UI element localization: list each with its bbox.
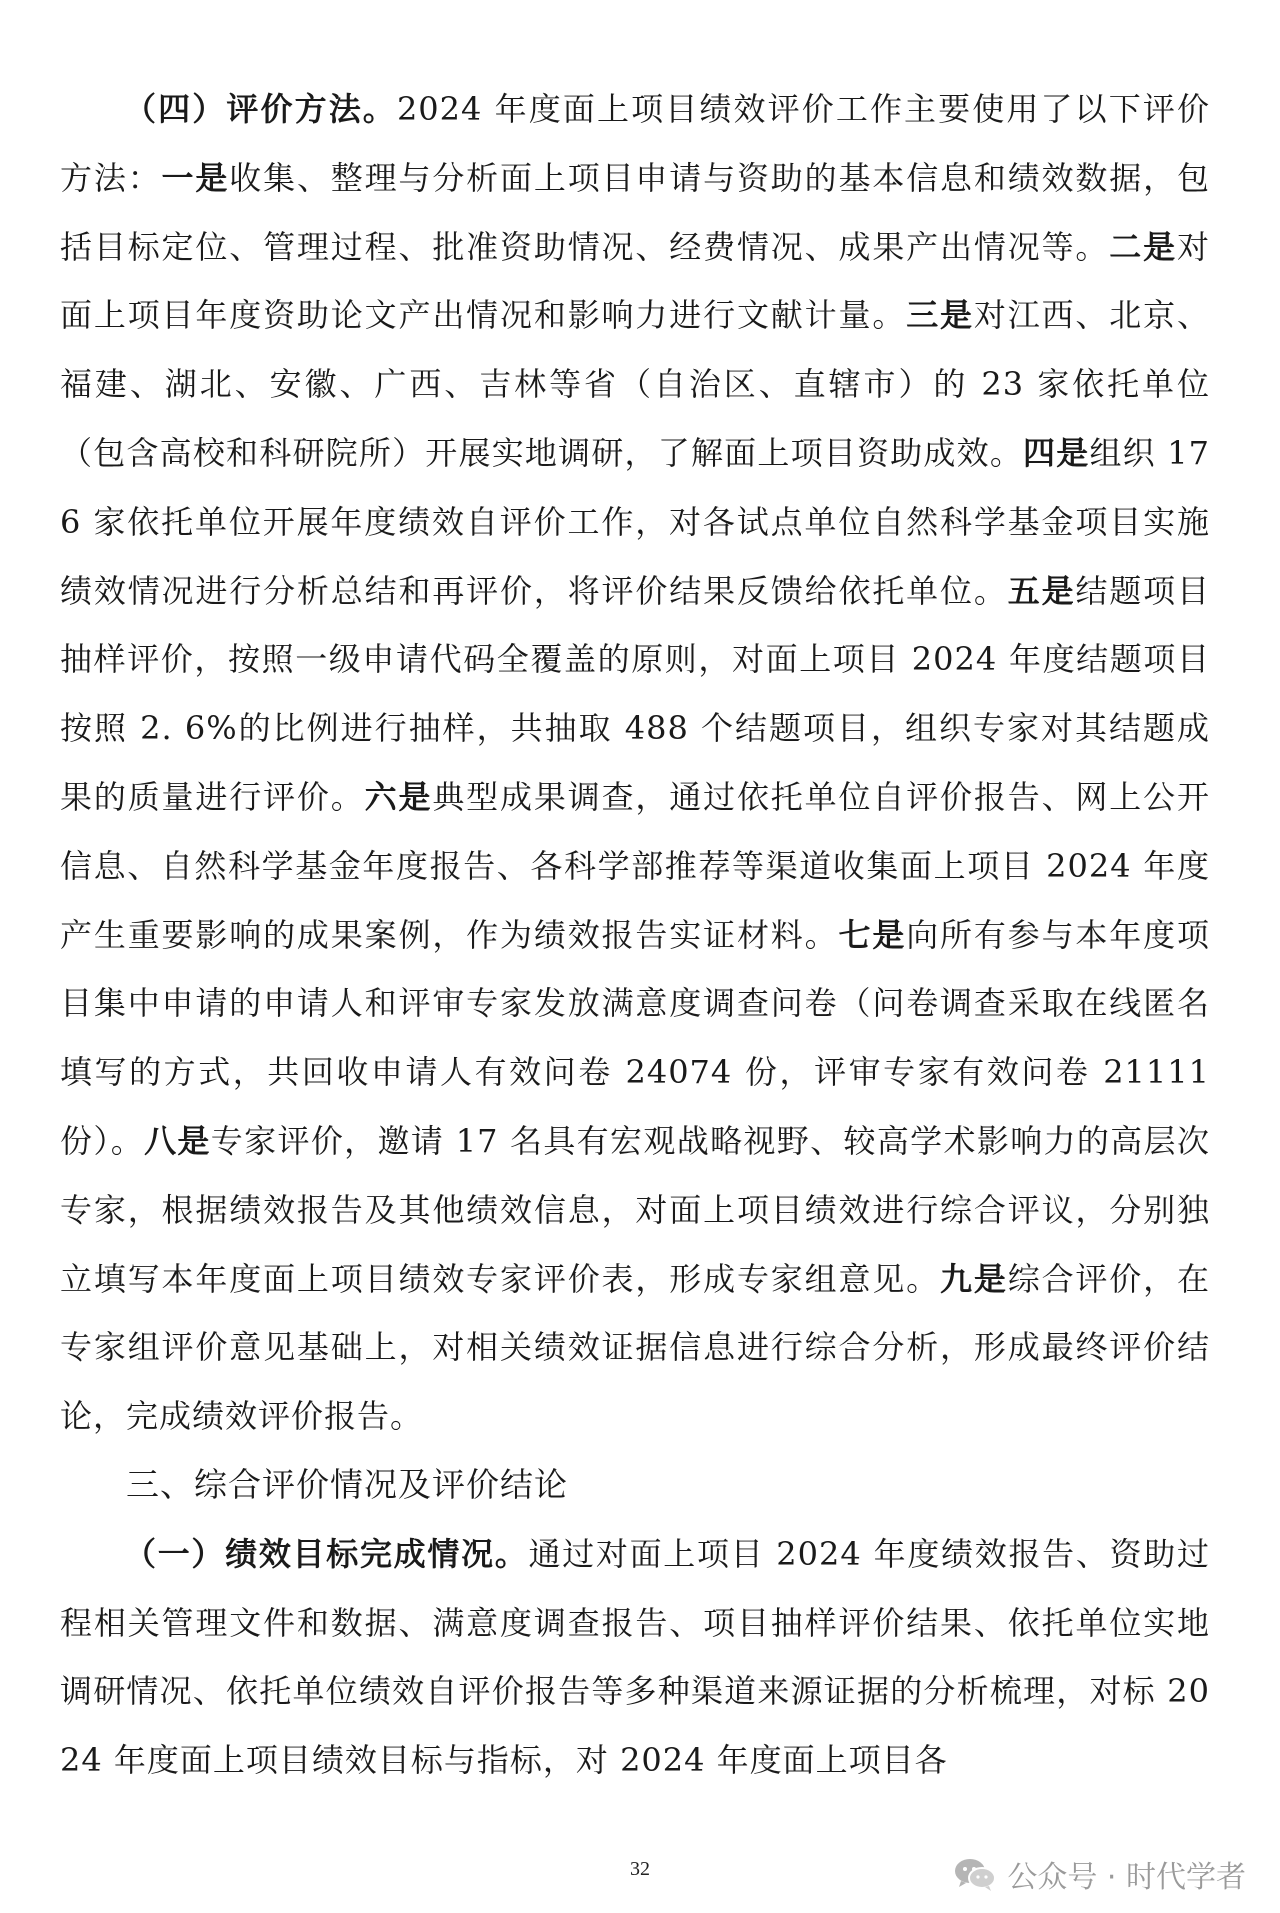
paragraph-text: 2024 年度面上项目绩效评价工作主要使用了以下评价方法： [60,90,1210,197]
keyword-bold: 八是 [144,1121,211,1160]
keyword-bold: 二是 [1109,227,1177,266]
paragraph-text: 组织 176 家依托单位开展年度绩效自评价工作，对各试点单位自然科学基金项目实施绩效情况进行分析总结和再评价，将评价结果反馈给依托单位。 [60,433,1210,610]
watermark [953,1852,1246,1896]
keyword-bold: 四是 [1023,433,1090,472]
document-body [60,75,1210,1795]
keyword-bold: 一是 [161,158,230,197]
watermark-text: 公众号 · 时代学者 [1007,1860,1246,1895]
paragraph-text: 典型成果调查，通过依托单位自评价报告、网上公开信息、自然科学基金年度报告、各科学部推荐等渠道收集面上项目 2024 年度产生重要影响的成果案例，作为绩效报告实证材料。 [60,777,1210,954]
keyword-bold: 七是 [838,915,907,954]
section-heading: 三、综合评价情况及评价结论 [126,1464,568,1504]
paragraph-goal-completion [60,1520,1210,1795]
paragraph-text: 专家评价，邀请 17 名具有宏观战略视野、较高学术影响力的高层次专家，根据绩效报告及其他绩效信息，对面上项目绩效进行综合评议，分别独立填写本年度面上项目绩效专家评价表，形成专家组意见。 [60,1121,1210,1298]
keyword-bold: 五是 [1007,571,1076,610]
keyword-bold: 六是 [364,777,433,816]
wechat-icon [953,1856,997,1892]
paragraph-lead-heading: （一）绩效目标完成情况。 [124,1534,529,1573]
paragraph-text: 对面上项目年度资助论文产出情况和影响力进行文献计量。 [60,227,1210,335]
paragraph-text: 收集、整理与分析面上项目申请与资助的基本信息和绩效数据，包括目标定位、管理过程、批准资助情况、经费情况、成果产出情况等。 [60,158,1210,266]
page-number: 32 [630,1858,650,1880]
paragraph-text: 综合评价，在专家组评价意见基础上，对相关绩效证据信息进行综合分析，形成最终评价结论，完成绩效评价报告。 [60,1259,1210,1436]
paragraph-lead-heading: （四）评价方法。 [124,90,397,128]
keyword-bold: 九是 [940,1259,1008,1298]
paragraph-text: 向所有参与本年度项目集中申请的申请人和评审专家发放满意度调查问卷（问卷调查采取在线匿名填写的方式，共回收申请人有效问卷 24074 份，评审专家有效问卷 21111 份）。 [60,915,1210,1160]
paragraph-evaluation-methods [60,75,1210,1451]
paragraph-text: 通过对面上项目 2024 年度绩效报告、资助过程相关管理文件和数据、满意度调查报告、项目抽样评价结果、依托单位实地调研情况、依托单位绩效自评价报告等多种渠道来源证据的分析梳理，对标 2024 年度面上项目绩效目标与指标，对 2024 年度面上项目各 [60,1534,1210,1780]
paragraph-text: 结题项目抽样评价，按照一级申请代码全覆盖的原则，对面上项目 2024 年度结题项目按照 2. 6%的比例进行抽样，共抽取 488 个结题项目，组织专家对其结题成果的质量进行评价。 [60,571,1210,816]
keyword-bold: 三是 [906,296,974,335]
paragraph-text: 对江西、北京、福建、湖北、安徽、广西、吉林等省（自治区、直辖市）的 23 家依托单位（包含高校和科研院所）开展实地调研，了解面上项目资助成效。 [60,296,1210,472]
